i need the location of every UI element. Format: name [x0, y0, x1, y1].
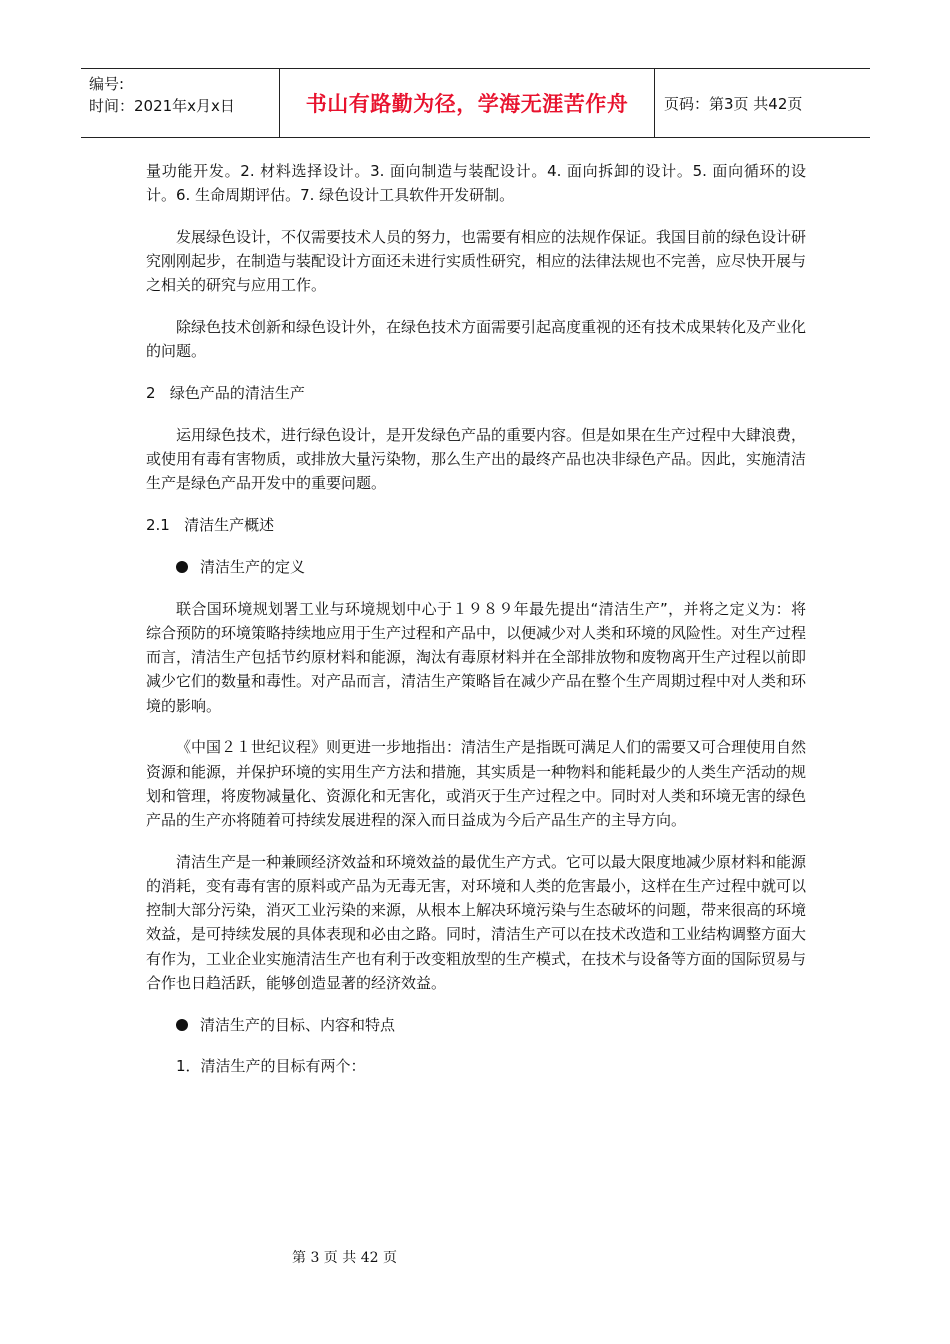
numbered-item: 1．清洁生产的目标有两个： [176, 1057, 366, 1076]
paragraph: 《中国２１世纪议程》则更进一步地指出：清洁生产是指既可满足人们的需要又可合理使用自然资源和能源，并保护环境的实用生产方法和措施，其实质是一种物料和能耗最少的人类生产活动的规划和管理，将废物减量化、资源化和无害化，或消灭于生产过程之中。同时对人类和环境无害的绿色产品的生产亦将随着可持续发展进程的深入而日益成为今后产品生产的主导方向。 [146, 738, 807, 830]
paragraph: 运用绿色技术，进行绿色设计，是开发绿色产品的重要内容。但是如果在生产过程中大肆浪费，或使用有毒有害物质，或排放大量污染物，那么生产出的最终产品也决非绿色产品。因此，实施清洁生产是绿色产品开发中的重要问题。 [146, 426, 807, 493]
header-motto: 书山有路勤为径，学海无涯苦作舟 [280, 69, 655, 137]
time-label: 时间：2021年x月x日 [89, 97, 235, 115]
page-header [81, 68, 870, 138]
header-page-info: 页码：第3页 共42页 [664, 94, 803, 113]
paragraph: 除绿色技术创新和绿色设计外，在绿色技术方面需要引起高度重视的还有技术成果转化及产业化的问题。 [146, 318, 807, 361]
header-meta [81, 69, 280, 137]
page-footer: 第 3 页 共 42 页 [292, 1250, 397, 1266]
bullet-icon [176, 561, 188, 573]
bullet-label: 清洁生产的目标、内容和特点 [200, 1015, 396, 1034]
paragraph: 联合国环境规划署工业与环境规划中心于１９８９年最先提出“清洁生产”，并将之定义为：将综合预防的环境策略持续地应用于生产过程和产品中，以便减少对人类和环境的风险性。对生产过程而言，清洁生产包括节约原材料和能源，淘汰有毒原材料并在全部排放物和废物离开生产过程以前即减少它们的数量和毒性。对产品而言，清洁生产策略旨在减少产品在整个生产周期过程中对人类和环境的影响。 [146, 599, 807, 715]
paragraph: 发展绿色设计，不仅需要技术人员的努力，也需要有相应的法规作保证。我国目前的绿色设计研究刚刚起步，在制造与装配设计方面还未进行实质性研究，相应的法律法规也不完善，应尽快开展与之相关的研究与应用工作。 [146, 228, 807, 295]
bullet-item [146, 1013, 806, 1037]
bullet-label: 清洁生产的定义 [200, 558, 306, 576]
bullet-icon [176, 1019, 188, 1031]
bullet-item [146, 555, 806, 579]
section-heading: 2 绿色产品的清洁生产 [146, 384, 305, 403]
paragraph: 清洁生产是一种兼顾经济效益和环境效益的最优生产方式。它可以最大限度地减少原材料和能源的消耗，变有毒有害的原料或产品为无毒无害，对环境和人类的危害最小，这样在生产过程中就可以控制大部分污染，消灭工业污染的来源，从根本上解决环境污染与生态破坏的问题，带来很高的环境效益，是可持续发展的具体表现和必由之路。同时，清洁生产可以在技术改造和工业结构调整方面大有作为，工业企业实施清洁生产也有利于改变粗放型的生产模式，在技术与设备等方面的国际贸易与合作也日趋活跃，能够创造显著的经济效益。 [146, 852, 807, 992]
paragraph: 量功能开发。2. 材料选择设计。3. 面向制造与装配设计。4. 面向拆卸的设计。5. 面向循环的设计。6. 生命周期评估。7. 绿色设计工具软件开发研制。 [146, 162, 806, 205]
document-body [146, 159, 806, 1096]
number-label: 编号: [89, 75, 125, 93]
subsection-heading: 2.1 清洁生产概述 [146, 516, 275, 535]
